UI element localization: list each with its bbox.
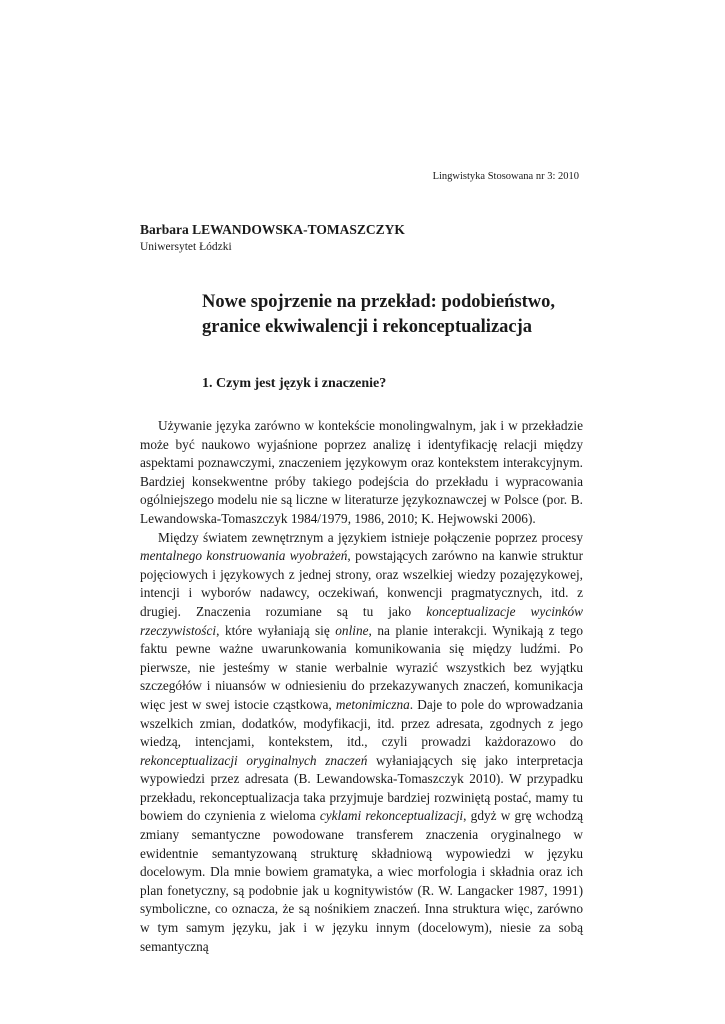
body-text	[140, 417, 583, 956]
author-name: Barbara LEWANDOWSKA-TOMASZCZYK	[140, 222, 405, 237]
italic-term: online	[335, 622, 369, 638]
author-affiliation: Uniwersytet Łódzki	[140, 241, 232, 253]
italic-term: konceptualizacje wycinków rzeczywistości	[140, 603, 583, 638]
author-block	[140, 221, 405, 255]
paragraph-2-text: , które wyłaniają się	[216, 622, 336, 638]
paragraph-2-text: , na planie interakcji. Wynikają z tego faktu pewne ważne uwarunkowania komunikowania się między ludźmi. Po pierwsze, nie jesteśmy w stanie werbalnie wyrazić wszystkich bez wyjątku szczegółów i niuansów w odniesieniu do przekazywanych znaczeń, komunikacja więc jest w swej istocie cząstkowa,	[140, 622, 583, 712]
italic-term: mentalnego konstruowania wyobrażeń	[140, 548, 348, 564]
paragraph-2	[140, 529, 583, 957]
italic-term: metonimiczna	[335, 696, 410, 712]
article-title	[202, 290, 602, 340]
paragraph-2-text: wyłaniających się jako interpretacja wypowiedzi przez adresata (B. Lewandowska-Tomaszczyk 2010). W przypadku przekładu, rekonceptualizacja taka przyjmuje bardziej rozwiniętą postać, mamy tu bowiem do czynienia z wieloma	[140, 752, 583, 824]
paragraph-1: Używanie języka zarówno w kontekście monolingwalnym, jak i w przekładzie może być naukowo wyjaśnione poprzez analizę i identyfikację relacji między aspektami poznawczymi, znaczeniem językowym oraz kontekstem interakcyjnym. Bardziej konsekwentne próby takiego podejścia do przekładu i wypracowania ogólniejszego modelu nie są liczne w literaturze językoznawczej w Polsce (por. B. Lewandowska-Tomaszczyk 1984/1979, 1986, 2010; K. Hejwowski 2006).	[140, 418, 583, 526]
article-title-line-2: granice ekwiwalencji i rekonceptualizacja	[202, 317, 533, 337]
paragraph-2-text: Między światem zewnętrznym a językiem istnieje połączenie poprzez procesy	[158, 529, 583, 545]
article-title-line-1: Nowe spojrzenie na przekład: podobieństwo,	[202, 292, 556, 312]
italic-term: rekonceptualizacji oryginalnych znaczeń	[140, 752, 368, 768]
italic-term: cyklami rekonceptualizacji	[319, 808, 464, 824]
section-heading: 1. Czym jest język i znaczenie?	[202, 376, 387, 391]
paragraph-2-text: , gdyż w grę wchodzą zmiany semantyczne powodowane transferem znaczenia oryginalnego w ewidentnie semantyzowaną strukturę składniową wypowiedzi w języku docelowym. Dla mnie bowiem gramatyka, a wiec morfologia i składnia oraz ich plan fonetyczny, są podobnie jak u kognitywistów (R. W. Langacker 1987, 1991) symboliczne, co oznacza, że są nośnikiem znaczeń. Inna struktura więc, zarówno w tym samym języku, jak i w języku innym (docelowym), niesie za sobą semantyczną	[140, 808, 583, 954]
paragraph-2-text: , powstających zarówno na kanwie struktur pojęciowych i językowych z jednej strony, oraz wszelkiej wiedzy pozajęzykowej, intencji i wyborów nadawcy, oczekiwań, konwencji pragmatycznych, itd. z drugiej. Znaczenia rozumiane są tu jako	[140, 548, 583, 619]
running-head: Lingwistyka Stosowana nr 3: 2010	[432, 171, 579, 182]
paragraph-2-text: . Daje to pole do wprowadzania wszelkich zmian, dodatków, modyfikacji, itd. przez adresata, zgodnych z jego wiedzą, intencjami, kontekstem, itd., czyli prowadzi każdorazowo do	[140, 696, 583, 750]
